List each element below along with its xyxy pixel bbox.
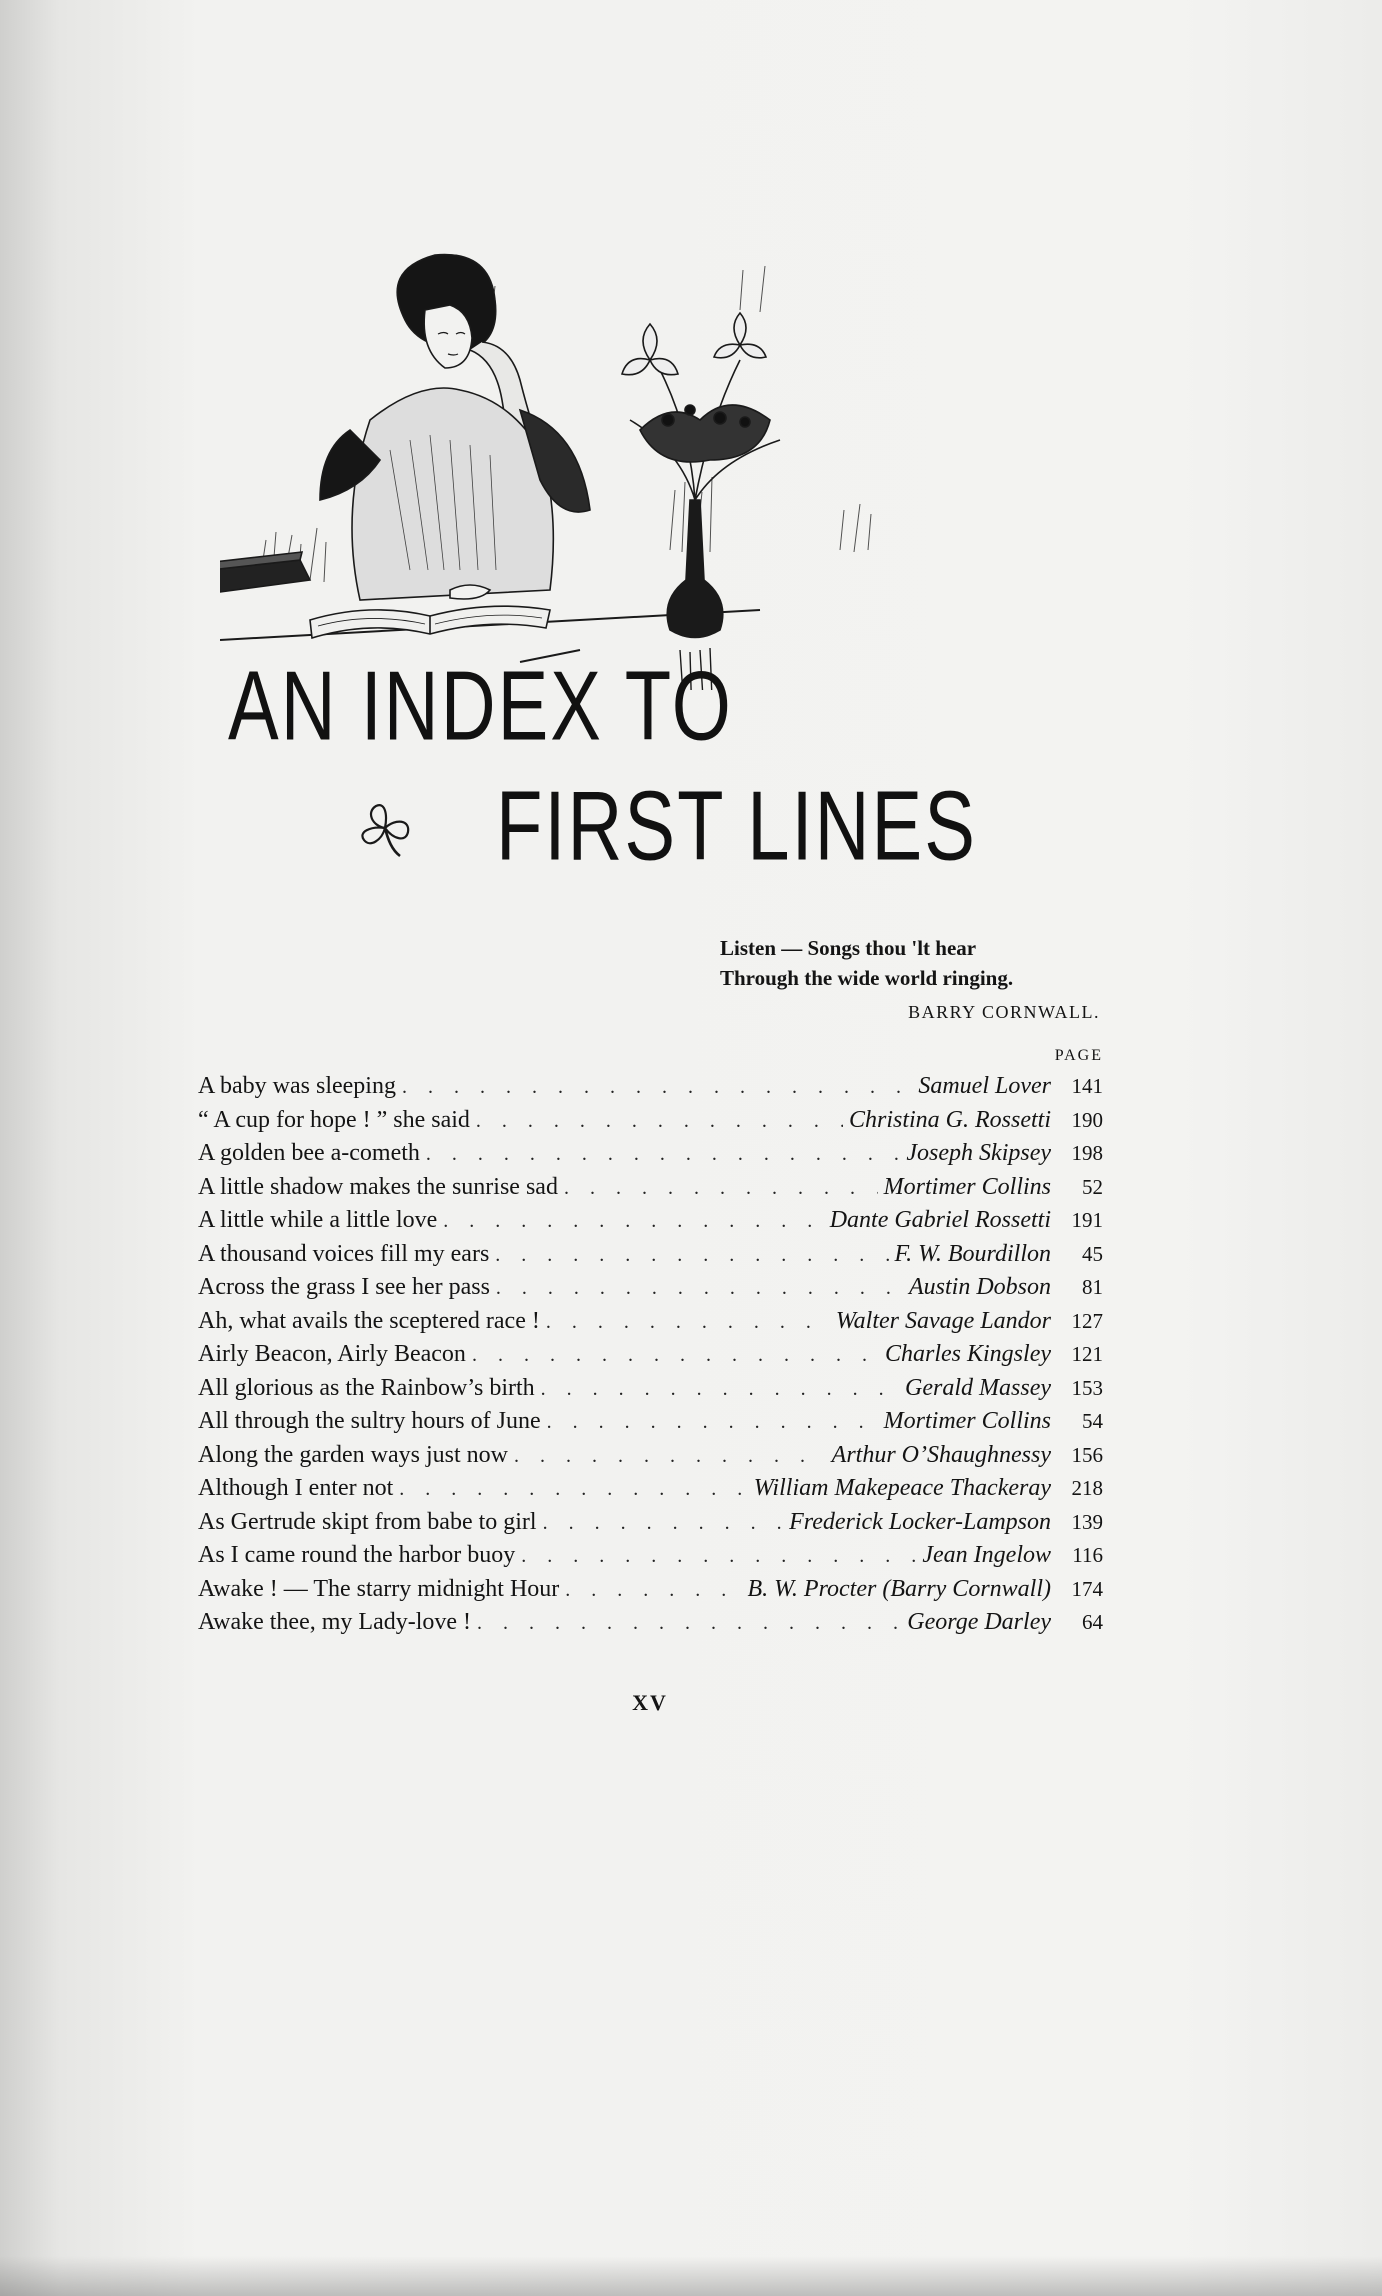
index-entry [198,1171,1103,1205]
index-entry [198,1238,1103,1272]
first-line-text: A baby was sleeping [198,1073,396,1099]
dot-leader [565,1574,741,1608]
first-line-text: As I came round the harbor buoy [198,1542,516,1568]
page-number: 52 [1082,1174,1103,1199]
page-number: 174 [1071,1576,1103,1601]
dot-leader [402,1071,912,1105]
page-number: 54 [1082,1409,1103,1433]
first-line-text: As Gertrude skipt from babe to girl [198,1508,537,1535]
page-folio: XV [632,1690,668,1715]
page-number: 156 [1071,1442,1103,1467]
title-line-1: AN INDEX TO [228,651,733,762]
index-entry [198,1372,1103,1406]
dot-leader [472,1339,879,1373]
index-entry [198,1271,1103,1305]
epigraph-attribution: BARRY CORNWALL. [908,1002,1100,1022]
author-name: F. W. Bourdillon [894,1240,1051,1267]
dot-leader [546,1306,830,1340]
author-name: B. W. Procter (Barry Cornwall) [747,1575,1051,1602]
dot-leader [476,1105,843,1139]
page-number: 64 [1082,1610,1103,1634]
first-line-text: All through the sultry hours of June [198,1408,541,1434]
index-entry [198,1204,1103,1238]
dot-leader [543,1507,784,1541]
dot-leader [564,1172,878,1206]
author-name: Arthur O’Shaughnessy [831,1441,1051,1468]
index-entry [198,1070,1103,1104]
page-number: 191 [1071,1208,1103,1232]
index-entry [198,1539,1103,1573]
epigraph-line-1: Listen — Songs thou 'lt hear [720,936,977,960]
dot-leader [521,1540,916,1574]
author-name: Christina G. Rossetti [848,1106,1051,1133]
index-entry [198,1472,1103,1506]
index-entry [198,1137,1103,1171]
author-name: Walter Savage Landor [835,1307,1051,1334]
dot-leader [514,1440,826,1474]
reading-woman-illustration [220,250,1000,690]
dot-leader [541,1373,899,1407]
epigraph [720,933,1100,1027]
author-name: Gerald Massey [905,1374,1051,1401]
index-entry [198,1439,1103,1473]
page-number: 139 [1071,1509,1103,1534]
dot-leader [443,1205,823,1239]
author-name: Austin Dobson [908,1274,1051,1300]
epigraph-line-2: Through the wide world ringing. [720,966,1014,990]
author-name: Dante Gabriel Rossetti [829,1207,1051,1233]
first-line-text: Awake thee, my Lady-love ! [198,1609,472,1635]
first-line-text: A little while a little love [198,1207,438,1233]
title-line-2: FIRST LINES [496,771,977,882]
page-number: 218 [1071,1476,1103,1500]
index-entry [198,1338,1103,1372]
page-number: 153 [1071,1375,1103,1400]
first-line-text: Awake ! — The starry midnight Hour [198,1575,560,1602]
author-name: Joseph Skipsey [906,1140,1051,1166]
dot-leader [399,1473,747,1507]
first-line-text: All glorious as the Rainbow’s birth [198,1374,535,1401]
first-line-text: Across the grass I see her pass [198,1274,490,1300]
first-line-text: A golden bee a-cometh [198,1140,420,1166]
page-number: 121 [1071,1342,1103,1366]
first-line-text: Although I enter not [198,1475,394,1501]
index-entry [198,1305,1103,1339]
author-name: Mortimer Collins [883,1408,1051,1434]
index-entry [198,1104,1103,1138]
author-name: Jean Ingelow [922,1542,1051,1568]
author-name: William Makepeace Thackeray [753,1475,1051,1501]
index-entry [198,1405,1103,1439]
page-number: 190 [1071,1107,1103,1132]
clover-icon [352,796,418,862]
first-lines-index [198,1042,1103,1640]
index-entry [198,1606,1103,1640]
page-number: 198 [1071,1141,1103,1165]
first-line-text: Along the garden ways just now [198,1441,508,1468]
dot-leader [495,1239,888,1273]
dot-leader [477,1607,901,1641]
page-number: 116 [1072,1543,1103,1567]
index-entry [198,1506,1103,1540]
page-number: 45 [1082,1241,1103,1266]
first-line-text: A little shadow makes the sunrise sad [198,1173,558,1200]
dot-leader [426,1138,900,1172]
page-number: 141 [1071,1074,1103,1098]
dot-leader [496,1272,903,1306]
first-line-text: Ah, what avails the sceptered race ! [198,1307,540,1334]
page-column-label: PAGE [1054,1047,1103,1064]
author-name: Charles Kingsley [885,1341,1051,1367]
first-line-text: “ A cup for hope ! ” she said [198,1106,470,1133]
author-name: Frederick Locker-Lampson [789,1508,1051,1535]
page-number: 81 [1082,1275,1103,1299]
first-line-text: Airly Beacon, Airly Beacon [198,1341,466,1367]
first-line-text: A thousand voices fill my ears [198,1240,490,1267]
dot-leader [547,1406,878,1440]
page-bottom-shadow [0,2256,1382,2296]
index-entry [198,1573,1103,1607]
author-name: Mortimer Collins [883,1173,1051,1200]
author-name: Samuel Lover [918,1073,1051,1099]
page-number: 127 [1071,1308,1103,1333]
author-name: George Darley [907,1609,1051,1635]
